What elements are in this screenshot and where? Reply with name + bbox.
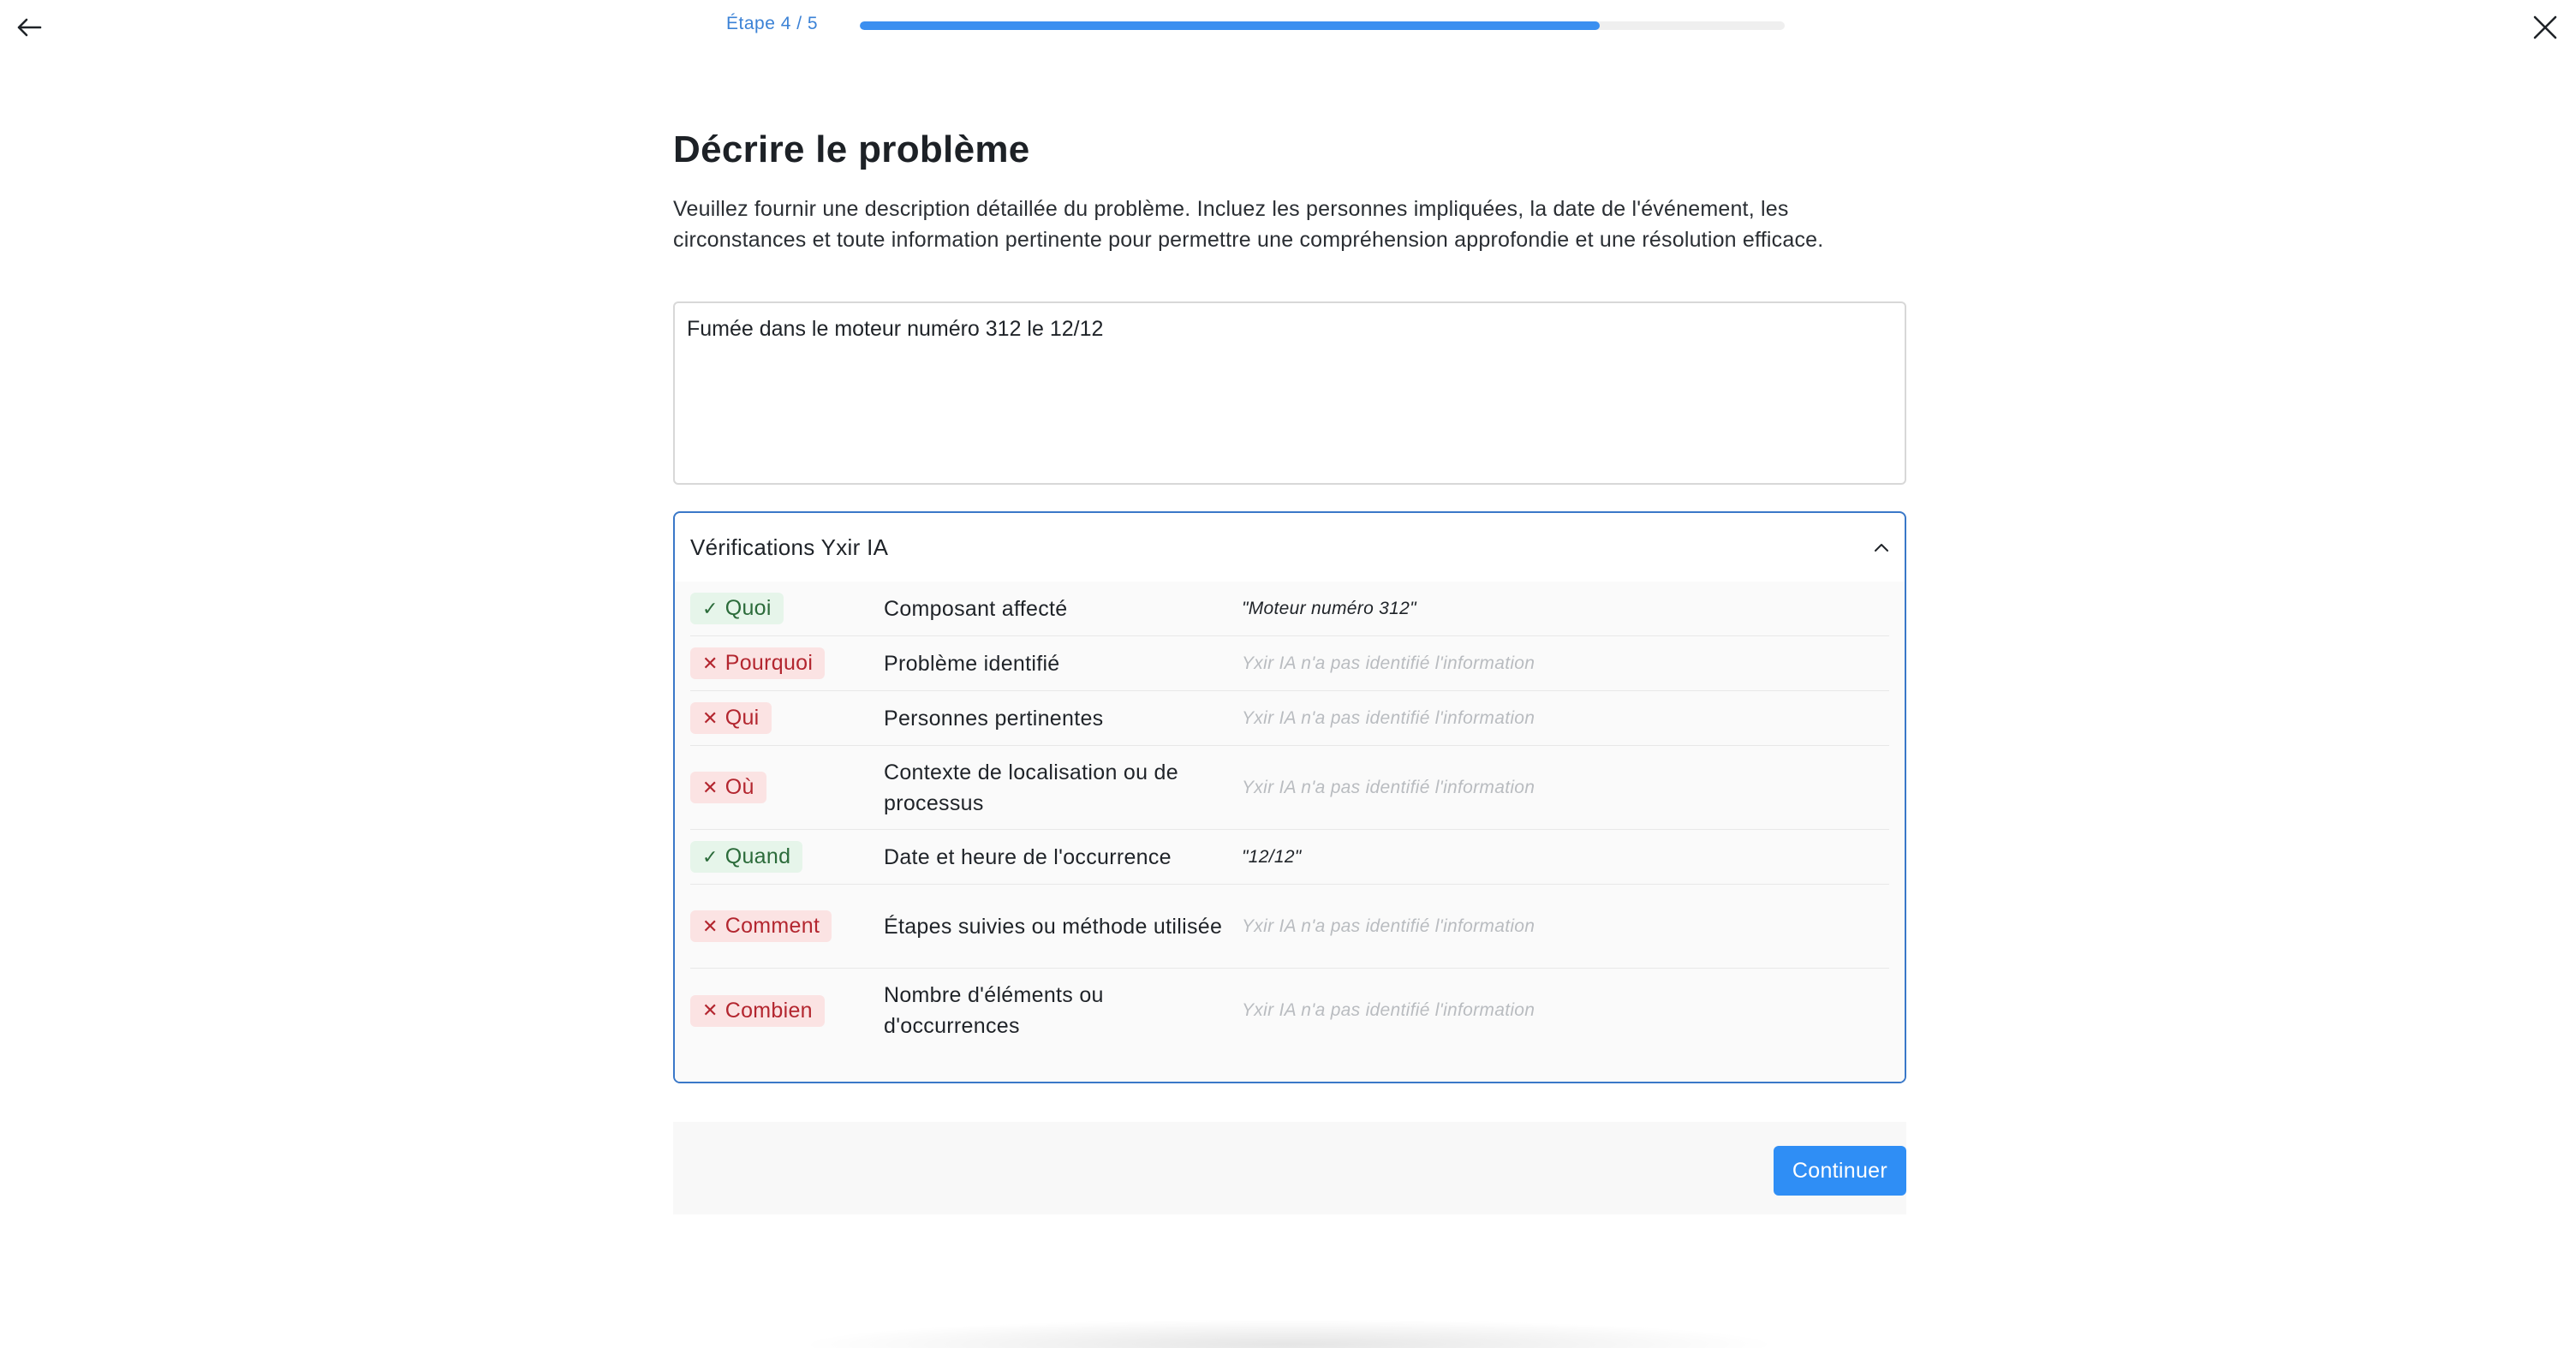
status-badge-label: Combien bbox=[724, 998, 813, 1023]
cross-icon: ✕ bbox=[702, 999, 719, 1021]
status-badge-label: Qui bbox=[724, 706, 760, 730]
check-field-label: Problème identifié bbox=[884, 651, 1060, 676]
check-row bbox=[690, 746, 1889, 830]
status-badge-label: Quand bbox=[724, 844, 791, 868]
status-badge-label: Pourquoi bbox=[724, 651, 814, 675]
check-tag-cell bbox=[690, 772, 884, 803]
close-button[interactable] bbox=[2525, 7, 2566, 48]
status-badge bbox=[690, 772, 766, 803]
check-row bbox=[690, 582, 1889, 636]
check-tag-cell bbox=[690, 702, 884, 734]
ai-checks-title: Vérifications Yxir IA bbox=[690, 534, 889, 560]
check-value: "Moteur numéro 312" bbox=[1242, 598, 1416, 618]
check-row bbox=[690, 830, 1889, 885]
check-field-label: Étapes suivies ou méthode utilisée bbox=[884, 914, 1223, 939]
status-badge bbox=[690, 647, 825, 679]
check-value: Yxir IA n'a pas identifié l'information bbox=[1242, 916, 1535, 936]
continue-button[interactable]: Continuer bbox=[1774, 1146, 1906, 1196]
page-title: Décrire le problème bbox=[673, 128, 1030, 170]
main-content bbox=[673, 128, 1906, 1083]
status-badge bbox=[690, 841, 802, 873]
cross-icon: ✕ bbox=[702, 915, 719, 937]
check-field-label: Date et heure de l'occurrence bbox=[884, 844, 1172, 869]
check-value: Yxir IA n'a pas identifié l'information bbox=[1242, 707, 1535, 728]
cross-icon: ✕ bbox=[702, 707, 719, 729]
check-value: Yxir IA n'a pas identifié l'information bbox=[1242, 777, 1535, 797]
status-badge bbox=[690, 995, 825, 1027]
check-field-label: Composant affecté bbox=[884, 596, 1068, 621]
check-tag-cell bbox=[690, 995, 884, 1027]
check-field-label: Contexte de localisation ou de processus bbox=[884, 760, 1178, 815]
check-row bbox=[690, 636, 1889, 691]
back-button[interactable] bbox=[10, 9, 48, 46]
check-tag-cell bbox=[690, 910, 884, 942]
check-tag-cell bbox=[690, 593, 884, 624]
progress-bar bbox=[860, 21, 1785, 30]
bottom-shadow bbox=[796, 1319, 1781, 1348]
status-badge-label: Comment bbox=[724, 914, 820, 938]
check-tag-cell bbox=[690, 647, 884, 679]
check-row bbox=[690, 691, 1889, 746]
check-field-label: Nombre d'éléments ou d'occurrences bbox=[884, 983, 1104, 1038]
progress-fill bbox=[860, 21, 1600, 30]
check-icon: ✓ bbox=[702, 597, 719, 619]
ai-checks-panel bbox=[673, 511, 1906, 1083]
status-badge-label: Où bbox=[724, 775, 754, 799]
close-icon bbox=[2532, 15, 2558, 40]
ai-checks-header[interactable] bbox=[675, 513, 1905, 582]
check-tag-cell bbox=[690, 841, 884, 873]
check-value: Yxir IA n'a pas identifié l'information bbox=[1242, 1000, 1535, 1020]
check-value: Yxir IA n'a pas identifié l'information bbox=[1242, 653, 1535, 673]
check-field-label: Personnes pertinentes bbox=[884, 706, 1104, 731]
status-badge bbox=[690, 702, 772, 734]
status-badge-label: Quoi bbox=[724, 596, 772, 620]
check-row bbox=[690, 969, 1889, 1053]
problem-description-input[interactable] bbox=[673, 301, 1906, 485]
check-row bbox=[690, 885, 1889, 969]
ai-checks-list bbox=[675, 582, 1905, 1083]
arrow-left-icon bbox=[16, 17, 42, 38]
cross-icon: ✕ bbox=[702, 776, 719, 798]
check-value: "12/12" bbox=[1242, 846, 1302, 867]
check-icon: ✓ bbox=[702, 845, 719, 868]
footer-bar bbox=[673, 1122, 1906, 1214]
status-badge bbox=[690, 910, 832, 942]
page-description: Veuillez fournir une description détaillée du problème. Incluez les personnes impliquées, la date de l'événement, les circonstances et toute information pertinente pour permettre une compréhension approfondie et une résolution efficace. bbox=[673, 197, 1824, 252]
status-badge bbox=[690, 593, 784, 624]
step-label: Étape 4 / 5 bbox=[726, 14, 819, 33]
cross-icon: ✕ bbox=[702, 652, 719, 674]
chevron-up-icon[interactable] bbox=[1874, 542, 1889, 552]
